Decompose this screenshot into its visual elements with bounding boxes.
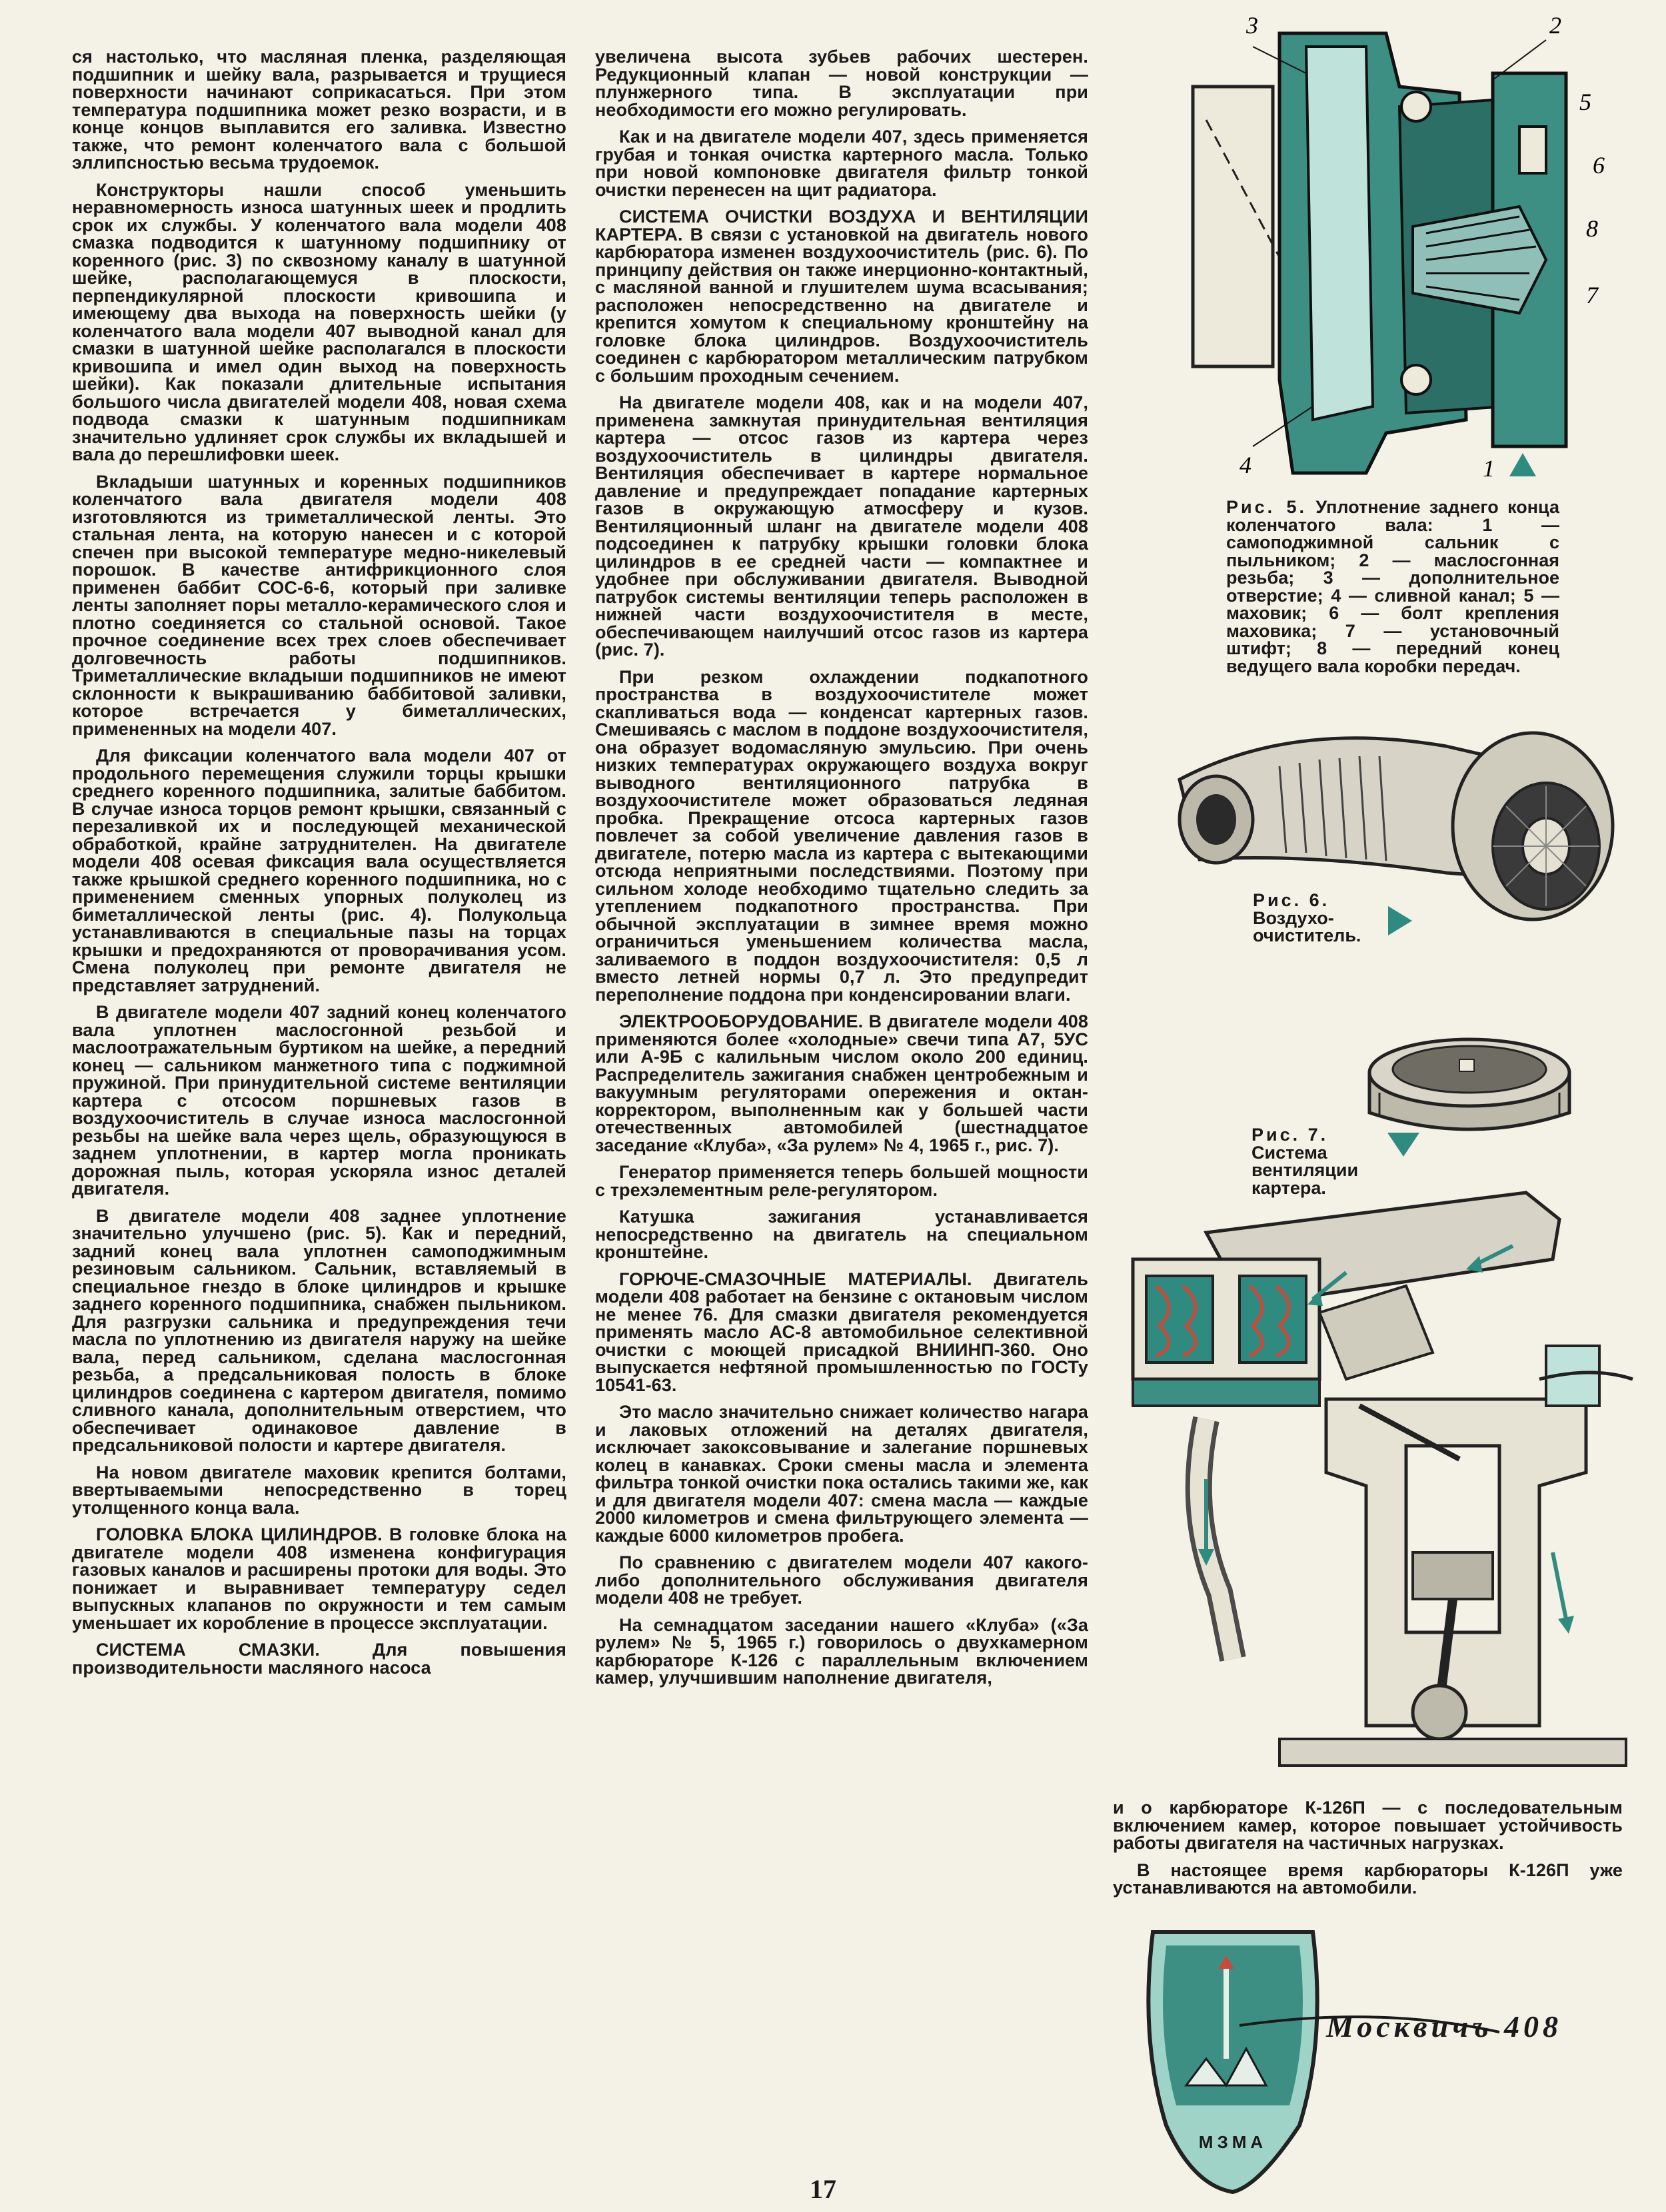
paragraph: Конструкторы нашли способ уменьшить неравномерность износа шатунных шеек и продлить срок их службы. У коленчатого вала модели 408 смазка подводится к шатунному подшипнику от коренного (рис. 3) по сквозному каналу в шатунной шейке, располагающемуся в плоскости, перпендикулярной плоскости кривошипа и имеющему два выхода на поверхность шейки (у коленчатого вала модели 407 выводной канал для смазки в шатунной шейке располагался в плоскости кривошипа и имел один выход на поверхность шейки). Как показали длительные испытания большого числа двигателей модели 408, новая схема подвода смазки к шатунным подшипникам значительно удлиняет срок службы их вкладышей и вала до перешлифовки шеек. bbox=[72, 179, 566, 464]
paragraph: В двигателе модели 407 задний конец коленчатого вала уплотнен маслосгонной резьбой и маслоотражательным буртиком на шейке, а передний конец — сальником манжетного типа с поджимной пружиной. При принудительной системе вентиляции картера с отсосом поршневых газов в воздухоочиститель в случае износа маслосгонной резьбы на шейке вала через щель, образующуюся в заднем уплотнении, в картер могла проникать дорожная пыль, которая ускоряла износ деталей двигателя. bbox=[72, 1002, 566, 1199]
fig5-caption-title: Рис. 5. bbox=[1226, 497, 1307, 517]
fig5-label-1: 1 bbox=[1483, 455, 1495, 482]
fig5-label-6: 6 bbox=[1593, 152, 1605, 179]
fig5-label-8: 8 bbox=[1586, 215, 1598, 242]
paragraph: В двигателе модели 408 заднее уплотнение значительно улучшено (рис. 5). Как и передний, задний конец вала уплотнен самоподжимным резиновым сальником. Сальник, вставляемый в специальное гнездо в блоке цилиндров и крышке заднего коренного подшипника, снабжен пыльником. Для разгрузки сальника и предупреждения течи масла по уплотнению из двигателя наружу на шейке вала, перед сальником, сделана маслосгонная резьба, а предсальниковая полость в блоке цилиндров соединена с картером двигателя, помимо сливного канала, дополнительным отверстием, что обеспечивает одинаковое давление в предсальниковой полости и картере двигателя. bbox=[72, 1205, 566, 1455]
section-heading: СИСТЕМА ОЧИСТКИ ВОЗДУХА И ВЕНТИЛЯЦИИ КАРТЕРА. bbox=[595, 207, 1088, 245]
section-heading: ГОРЮЧЕ-СМАЗОЧНЫЕ МАТЕРИАЛЫ. bbox=[619, 1269, 972, 1289]
figure-7-air-cleaner-top bbox=[1359, 1013, 1579, 1146]
fig6-caption bbox=[1253, 891, 1406, 945]
section-head-cylinder-head bbox=[72, 1526, 566, 1632]
logo-graphic bbox=[1126, 1906, 1659, 2199]
fig5-caption-text: Уплотнение заднего конца коленчатого вала: 1 — самоподжимной сальник с пыльником; 2 — маслосгонная резьба; 3 — дополнительное отверстие; 4 — сливной канал; 5 — маховик; 6 — болт крепления маховика; 7 — установочный штифт; 8 — передний конец ведущего вала коробки передач. bbox=[1226, 497, 1559, 676]
fig5-label-5: 5 bbox=[1579, 89, 1591, 115]
paragraph: и о карбюраторе К-126П — с последовательным включением камер, которое повышает устойчивость работы двигателя на частичных нагрузках. bbox=[1113, 1798, 1623, 1853]
section-text: Двигатель модели 408 работает на бензине с октановым числом не менее 76. Для смазки двигателя рекомендуется применять масло АС-8 автомобильное селективной очистки с моющей присадкой ВНИИНП-360. Оно выпускается нефтяной промышленностью по ГОСТу 10541-63. bbox=[595, 1269, 1088, 1395]
section-fuel bbox=[595, 1271, 1088, 1394]
logo-badge: МЗМА bbox=[1198, 2132, 1267, 2152]
moskvich-logo bbox=[1126, 1906, 1659, 2199]
section-text: В двигателе модели 408 применяются более «холодные» свечи типа А7, 5УС или А-9Б с калильным числом около 200 единиц. Распределитель зажигания снабжен центробежным и вакуумным регуляторами опережения и октан-корректором, выполненным как у большей части отечественных автомобилей (шестнадцатое заседание «Клуба», «За рулем» № 4, 1965 г., рис. 7). bbox=[595, 1011, 1088, 1155]
paragraph: Это масло значительно снижает количество нагара и лаковых отложений на деталях двигателя, исключает закоксовывание и залегание поршневых колец в канавках. Сроки смены масла и элемента фильтра тонкой очистки пока остались такими же, как и для двигателя модели 407: смена масла — каждые 2000 километров и смена фильтрующего элемента — каждые 6000 километров пробега. bbox=[595, 1402, 1088, 1546]
fig5-label-2: 2 bbox=[1549, 12, 1561, 39]
paragraph: Для фиксации коленчатого вала модели 407 от продольного перемещения служили торцы крышки среднего коренного подшипника, залитые баббитом. В случае износа торцов ремонт крышки, связанный с перезаливкой их и последующей механической обработкой, крайне затруднителен. На двигателе модели 408 осевая фиксация вала осуществляется также крышкой среднего коренного подшипника, но с применением сменных упорных полуколец из биметаллической ленты (рис. 4). Полукольца устанавливаются в специальные пазы на торцах крышки и предохраняются от проворачивания усом. Смена полуколец при ремонте двигателя не представляет затруднений. bbox=[72, 746, 566, 995]
section-heading: ГОЛОВКА БЛОКА ЦИЛИНДРОВ. bbox=[96, 1524, 383, 1544]
section-air bbox=[595, 208, 1088, 384]
section-heading: ЭЛЕКТРООБОРУДОВАНИЕ. bbox=[619, 1011, 864, 1031]
figure-5-seal-diagram bbox=[1146, 7, 1653, 486]
triangle-marker-icon bbox=[1509, 453, 1536, 476]
fig6-caption-text: Воздухо-очиститель. bbox=[1253, 907, 1361, 945]
paragraph: В настоящее время карбюраторы К-126П уже устанавливаются на автомобили. bbox=[1113, 1860, 1623, 1898]
figure-7-ventilation-diagram bbox=[1126, 1179, 1646, 1792]
paragraph: На новом двигателе маховик крепится болтами, ввертываемыми непосредственно в торец утолщенного конца вала. bbox=[72, 1462, 566, 1518]
section-text: В головке блока на двигателе модели 408 изменена конфигурация газовых каналов и расширены протоки для воды. Это понижает и выравнивает температуру седел выпускных клапанов по окружности и тем самым уменьшает их коробление в процессе эксплуатации. bbox=[72, 1524, 566, 1633]
text-column-2 bbox=[595, 48, 1088, 1696]
section-text: В связи с установкой на двигатель нового карбюратора изменен воздухоочиститель (рис. 6). По принципу действия он также инерционно-контактный, с масляной ванной и глушителем шума всасывания; расположен непосредственно на двигателе и крепится хомутом к специальному кронштейну на головке блока цилиндров. Воздухоочиститель соединен с карбюратором металлическим патрубком с большим проходным сечением. bbox=[595, 224, 1088, 386]
text-column-3 bbox=[1113, 1799, 1623, 1906]
paragraph: Катушка зажигания устанавливается непосредственно на двигатель на специальном кронштейне. bbox=[595, 1207, 1088, 1262]
fig5-label-3: 3 bbox=[1246, 12, 1258, 39]
fig6-caption-title: Рис. 6. bbox=[1253, 890, 1330, 910]
section-lubrication bbox=[72, 1641, 566, 1676]
paragraph: При резком охлаждении подкапотного пространства в воздухоочистителе может скапливаться вода — конденсат картерных газов. Смешиваясь с маслом в поддоне воздухоочистителя, она образует водомасляную эмульсию. При очень низких температурах окружающего воздуха вокруг выводного вентиляционного патрубка в воздухоочистителе может образоваться ледяная пробка. Прекращение отсоса картерных газов повлечет за собой увеличение давления газов в двигателе, потерю масла из картера с вытекающими отсюда неприятными последствиями. Поэтому при сильном холоде необходимо тщательно следить за утеплением подкапотного пространства. При обычной эксплуатации в зимнее время можно ограничиться уменьшением количества масла, заливаемого в поддон воздухоочистителя: 0,5 л вместо летней нормы 0,7 л. Это предупредит переполнение поддона при конденсировании влаги. bbox=[595, 666, 1088, 1005]
paragraph: Вкладыши шатунных и коренных подшипников коленчатого вала двигателя модели 408 изготовляются из триметаллической ленты. Это стальная лента, на которую нанесен и с которой спечен при высокой температуре медно-никелевый порошок. В качестве антифрикционного слоя применен баббит СОС-6-6, который при заливке ленты заполняет поры металло-керамического слоя и плотно соединяется со стальной основой. Такое прочное соединение всех трех слоев обеспечивает долговечность работы подшипников. Триметаллические вкладыши подшипников не имеют склонности к выкрашиванию баббитовой заливки, которое встречается у биметаллических, примененных на модели 407. bbox=[72, 471, 566, 739]
paragraph: Генератор применяется теперь большей мощности с трехэлементным реле-регулятором. bbox=[595, 1162, 1088, 1200]
fig7-caption-title: Рис. 7. bbox=[1251, 1125, 1329, 1145]
fig5-caption bbox=[1226, 498, 1559, 675]
paragraph: ся настолько, что масляная пленка, разделяющая подшипник и шейку вала, разрывается и трущиеся поверхности начинают соприкасаться. При этом температура подшипника может резко возрасти, и в конце концов выплавится его заливка. Известно также, что ремонт коленчатого вала с большой эллипсностью весьма трудоемок. bbox=[72, 47, 566, 173]
fig7-caption-text: Система вентиляции картера. bbox=[1251, 1142, 1359, 1198]
section-heading: СИСТЕМА СМАЗКИ. bbox=[96, 1640, 321, 1660]
logo-script: Москвичъ 408 bbox=[1326, 2009, 1562, 2043]
paragraph: На семнадцатом заседании нашего «Клуба» («За рулем» № 5, 1965 г.) говорилось о двухкамерном карбюраторе К-126 с параллельным включением камер, улучшившим наполнение двигателя, bbox=[595, 1614, 1088, 1688]
paragraph: На двигателе модели 408, как и на модели 407, применена замкнутая принудительная вентиляция картера — отсос газов из картера через воздухоочиститель в цилиндры двигателя. Вентиляция обеспечивает в картере нормальное давление и предупреждает попадание картерных газов в окружающую атмосферу и кузов. Вентиляционный шланг на двигателе модели 408 подсоединен к патрубку крышки головки блока цилиндров в ее средней части — компактнее и удобнее при обслуживании двигателя. Выводной патрубок системы вентиляции теперь расположен в нижней части воздухоочистителя в месте, обеспечивающем наилучший отсос газов из картера (рис. 7). bbox=[595, 392, 1088, 660]
text-column-1 bbox=[72, 48, 566, 1686]
page-number: 17 bbox=[810, 2174, 836, 2204]
triangle-marker-icon bbox=[1388, 906, 1412, 935]
section-electrical bbox=[595, 1013, 1088, 1154]
triangle-marker-icon bbox=[1387, 1133, 1419, 1157]
section-text: Для повышения производительности масляного насоса bbox=[72, 1640, 566, 1678]
paragraph: увеличена высота зубьев рабочих шестерен. Редукционный клапан — новой конструкции — плунжерного типа. В эксплуатации при необходимости его можно регулировать. bbox=[595, 47, 1088, 120]
fig5-label-7: 7 bbox=[1586, 282, 1598, 308]
paragraph: Как и на двигателе модели 407, здесь применяется грубая и тонкая очистка картерного масла. Только при новой компоновке двигателя фильтр тонкой очистки перенесен на щит радиатора. bbox=[595, 127, 1088, 200]
fig5-label-4: 4 bbox=[1240, 452, 1251, 478]
paragraph: По сравнению с двигателем модели 407 какого-либо дополнительного обслуживания двигателя модели 408 не требует. bbox=[595, 1552, 1088, 1608]
